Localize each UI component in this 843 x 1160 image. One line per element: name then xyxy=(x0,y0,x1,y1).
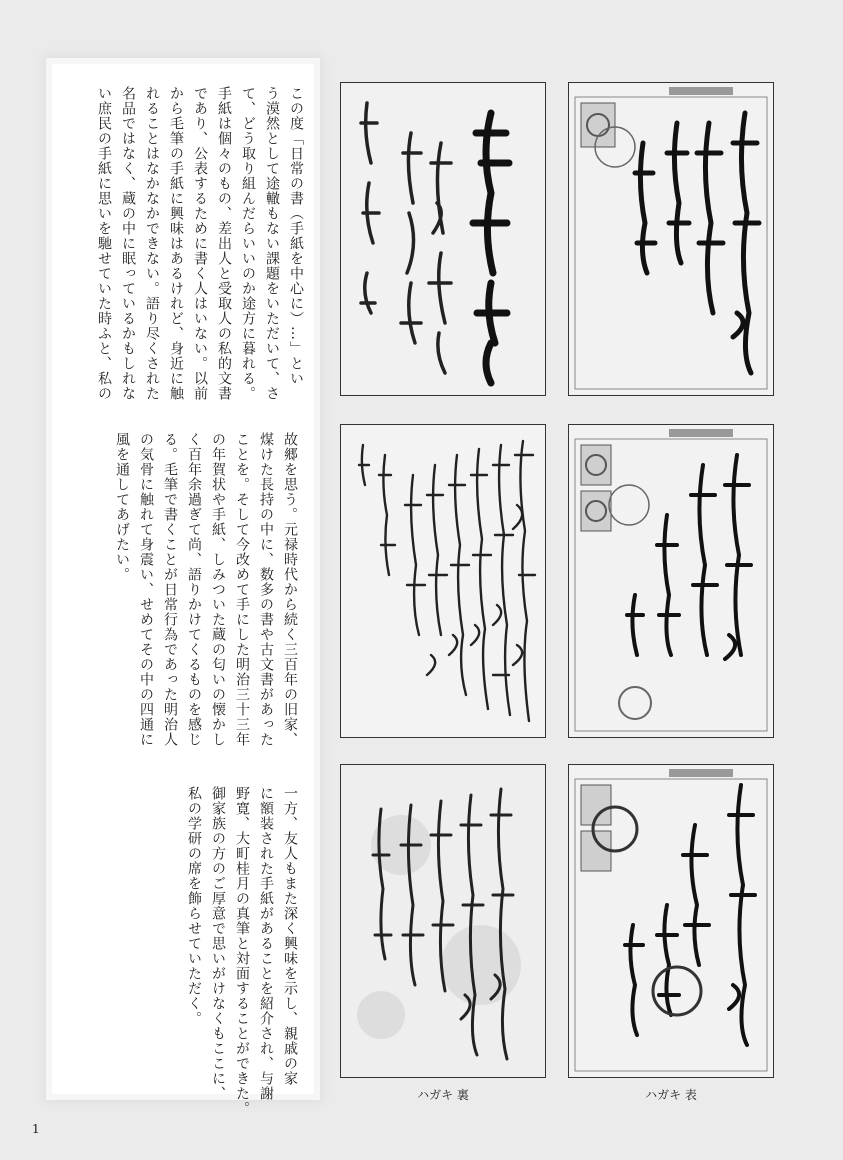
postcard-front-image-2 xyxy=(568,424,774,738)
essay-line: 手紙は個々のもの、差出人と受取人の私的文書 xyxy=(216,86,232,401)
postcard-front-image-3 xyxy=(568,764,774,1078)
essay-line: て、どう取り組んだらいいのか途方に暮れる。 xyxy=(240,86,256,401)
essay-line: る。毛筆で書くことが日常行為であった明治人 xyxy=(162,432,178,747)
essay-line: う漠然として途轍もない課題をいただいて、さ xyxy=(264,86,280,401)
postcard-back-image-2 xyxy=(340,424,546,738)
postcard-back-image-3 xyxy=(340,764,546,1078)
essay-line: 私の学研の席を飾らせていただく。 xyxy=(186,786,202,1026)
essay-line: であり、公表するために書く人はいない。以前 xyxy=(192,86,208,401)
postcard-back-image-1 xyxy=(340,82,546,396)
essay-line: 風を通してあげたい。 xyxy=(114,432,130,582)
essay-line: ことを。そして今改めて手にした明治三十三年 xyxy=(234,432,250,747)
essay-line: この度「日常の書（手紙を中心に）…」とい xyxy=(288,86,304,386)
essay-line: 故郷を思う。元禄時代から続く三百年の旧家、 xyxy=(282,432,298,747)
essay-line: 野寛、大町桂月の真筆と対面することができた。 xyxy=(234,786,250,1116)
essay-line: に額装された手紙があることを紹介され、与謝 xyxy=(258,786,274,1101)
caption-postcard-back: ハガキ 裏 xyxy=(417,1088,469,1102)
essay-line: く百年余過ぎて尚、語りかけてくるものを感じ xyxy=(186,432,202,747)
essay-line: の気骨に触れて身震い、せめてその中の四通に xyxy=(138,432,154,747)
page-number: 1 xyxy=(32,1122,40,1136)
essay-line: の年賀状や手紙、しみついた蔵の匂いの懐かし xyxy=(210,432,226,747)
postcard-front-image-1 xyxy=(568,82,774,396)
caption-postcard-front: ハガキ 表 xyxy=(645,1088,697,1102)
essay-line: 名品ではなく、蔵の中に眠っているかもしれな xyxy=(120,86,136,401)
essay-line: 煤けた長持の中に、数多の書や古文書があった xyxy=(258,432,274,747)
essay-line: 一方、友人もまた深く興味を示し、親戚の家 xyxy=(282,786,298,1086)
essay-line: から毛筆の手紙に興味はあるけれど、身近に触 xyxy=(168,86,184,401)
essay-line: 御家族の方のご厚意で思いがけなくもここに、 xyxy=(210,786,226,1101)
essay-line: い庶民の手紙に思いを馳せていた時ふと、私の xyxy=(96,86,112,401)
essay-line: れることはなかなかできない。語り尽くされた xyxy=(144,86,160,401)
